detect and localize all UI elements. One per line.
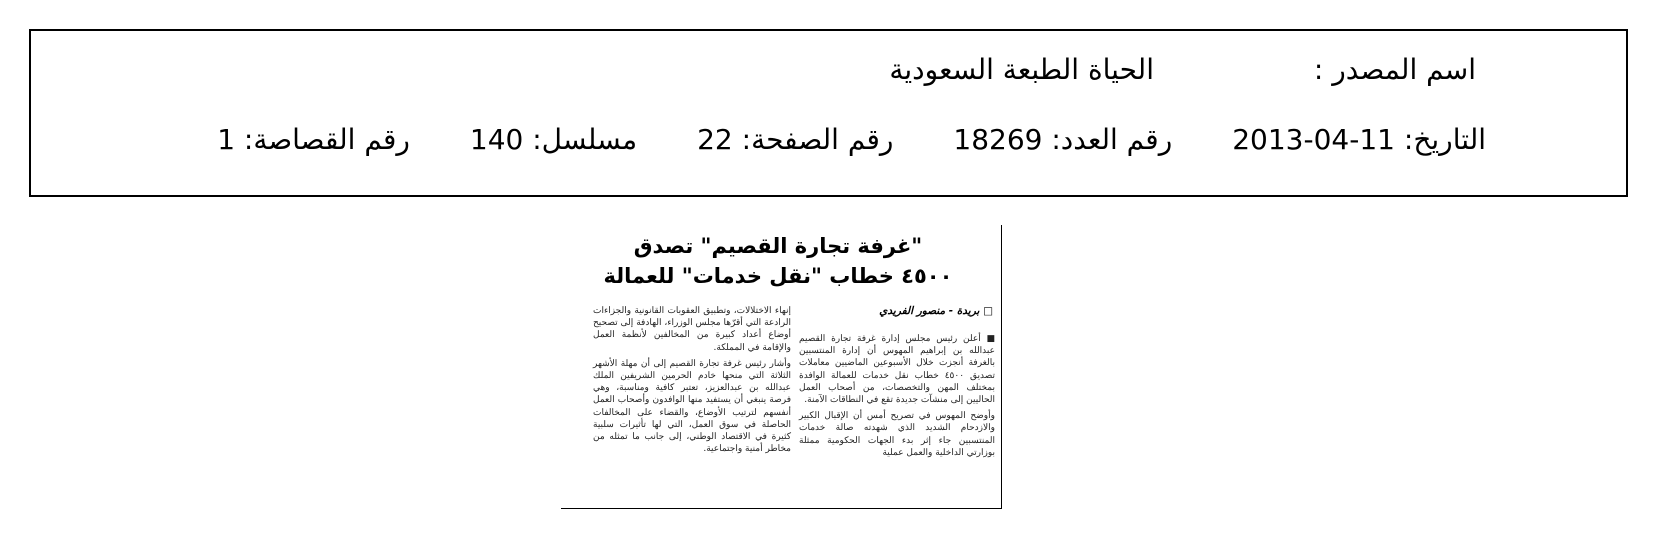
article-column-right bbox=[799, 333, 995, 463]
article-headline bbox=[573, 231, 983, 291]
source-value: الحياة الطبعة السعودية bbox=[889, 53, 1154, 86]
article-byline: □ بريدة - منصور الفريدي bbox=[879, 305, 993, 317]
article-column-left bbox=[593, 305, 791, 459]
date-field: التاريخ: 11-04-2013 bbox=[1232, 123, 1486, 156]
issue-number-field: رقم العدد: 18269 bbox=[953, 123, 1173, 156]
headline-line-2: ٤٥٠٠ خطاب "نقل خدمات" للعمالة bbox=[603, 264, 953, 288]
paragraph: إنهاء الاختلالات، وتطبيق العقوبات القانونية والجزاءات الرادعة التي أقرّها مجلس الوزراء، الهادفة إلى تصحيح أوضاع أعداد كبيرة من المخالفين لأنظمة العمل والإقامة في المملكة. bbox=[593, 306, 791, 353]
page-number-field: رقم الصفحة: 22 bbox=[697, 123, 894, 156]
newspaper-clipping bbox=[561, 225, 1002, 509]
meta-row bbox=[217, 123, 1486, 156]
clip-number-field: رقم القصاصة: 1 bbox=[217, 123, 410, 156]
paragraph: وأوضح المهوس في تصريح أمس أن الإقبال الكبير والازدحام الشديد الذي شهدته صالة خدمات المنتسبين جاء إثر بدء الجهات الحكومية ممثلة بوزارتي الداخلية والعمل عملية bbox=[799, 411, 995, 458]
paragraph: ■ أعلن رئيس مجلس إدارة غرفة تجارة القصيم عبدالله بن إبراهيم المهوس أن إدارة المنتسبين بالغرفة أنجزت خلال الأسبوعين الماضيين معاملات تصديق ٤٥٠٠ خطاب نقل خدمات للعمالة الوافدة بمختلف المهن والتخصصات، من أصحاب العمل الحاليين إلى منشآت جديدة تقع في النطاقات الآمنة. bbox=[799, 334, 995, 406]
source-label: اسم المصدر : bbox=[1313, 53, 1476, 86]
source-info-box bbox=[29, 29, 1628, 197]
headline-line-1: "غرفة تجارة القصيم" تصدق bbox=[633, 234, 923, 258]
serial-field: مسلسل: 140 bbox=[469, 123, 638, 156]
paragraph: وأشار رئيس غرفة تجارة القصيم إلى أن مهلة الأشهر الثلاثة التي منحها خادم الحرمين الشريفين الملك عبدالله بن عبدالعزيز، تعتبر كافية ومناسبة، وهي فرصة ينبغي أن يستفيد منها الوافدون وأصحاب العمل أنفسهم لترتيب الأوضاع، والقضاء على المخالفات الحاصلة في سوق العمل، التي لها تأثيرات سلبية كثيرة في الاقتصاد الوطني، إلى جانب ما تمثله من مخاطر أمنية واجتماعية. bbox=[593, 358, 791, 455]
